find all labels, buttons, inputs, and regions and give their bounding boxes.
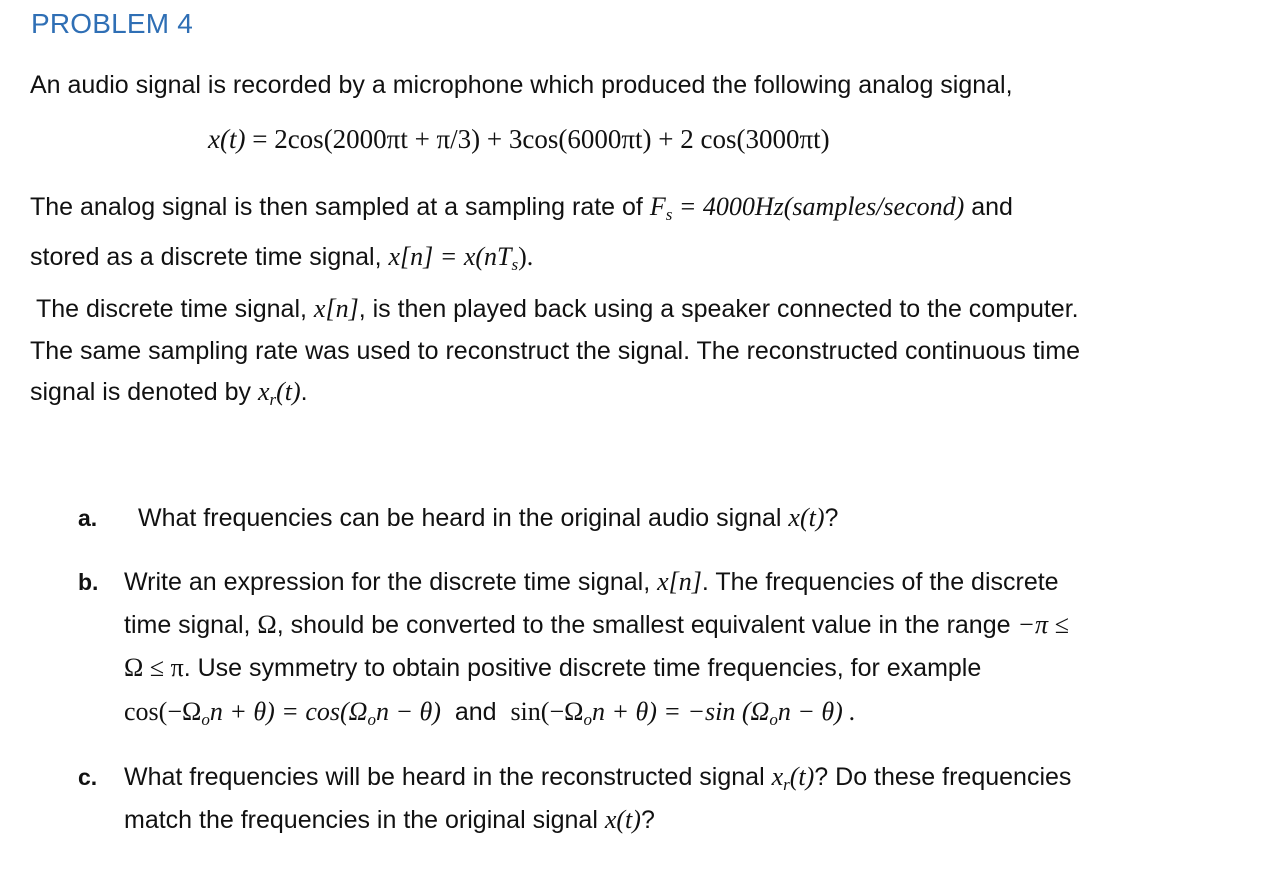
identity-sub-3: o	[583, 710, 592, 729]
question-a-marker: a.	[78, 505, 98, 531]
symmetry-identities	[124, 690, 856, 741]
reconstructed-signal-formula	[257, 377, 301, 409]
question-c-line1-end: ? Do these frequencies	[814, 763, 1072, 791]
question-c-marker: c.	[78, 764, 98, 790]
sampling-line2-text: stored as a discrete time signal,	[30, 243, 389, 271]
omega-symbol: Ω	[257, 610, 277, 639]
range-lower-bound: −π ≤	[1017, 610, 1069, 639]
playback-line-3	[30, 371, 308, 421]
identity-sub-1: o	[201, 710, 210, 729]
problem-heading: PROBLEM 4	[31, 8, 194, 39]
question-c-xr-argument: (t)	[789, 762, 815, 791]
equation-lhs: x(t)	[208, 124, 246, 154]
identity-sub-4: o	[769, 710, 778, 729]
question-b-line3-text: . Use symmetry to obtain positive discrete time frequencies, for example	[183, 654, 982, 682]
question-b-line2-mid: , should be converted to the smallest equivalent value in the range	[276, 611, 1018, 639]
equation-equals: =	[245, 124, 275, 154]
sampling-line1-end: and	[964, 193, 1013, 221]
sampling-paragraph	[30, 186, 1013, 286]
question-b-line1-text: Write an expression for the discrete time signal,	[124, 568, 658, 596]
playback-text-b: , is then played back using a speaker connected to the computer.	[358, 295, 1079, 323]
playback-line2-text: The same sampling rate was used to reconstruct the signal. The reconstructed continuous time	[30, 337, 1081, 365]
identity-sin-c: n − θ) .	[777, 697, 856, 726]
question-b-line1-math: x[n]	[657, 567, 702, 596]
discrete-formula-end: ).	[518, 242, 534, 271]
question-c-line2-math: x(t)	[604, 805, 641, 834]
playback-text-a: The discrete time signal,	[36, 295, 314, 323]
ts-subscript: s	[511, 255, 519, 274]
question-b-line-3	[124, 646, 981, 690]
question-b-line1-end: . The frequencies of the discrete	[701, 568, 1059, 596]
identity-cos-b: n + θ) = cos(Ω	[209, 697, 368, 726]
sampling-rate-formula	[649, 192, 965, 224]
discrete-signal-formula	[388, 242, 519, 274]
identity-cos-c: n − θ)	[375, 697, 441, 726]
identity-cos-a: cos(−Ω	[124, 697, 202, 726]
question-c-xr-formula	[771, 762, 815, 794]
question-a-body: What frequencies can be heard in the original audio signal	[138, 504, 789, 532]
sampling-text: The analog signal is then sampled at a sampling rate of	[30, 193, 650, 221]
question-c-line2-end: ?	[640, 806, 655, 834]
identity-and: and	[440, 698, 511, 726]
question-a-text	[138, 496, 838, 540]
playback-line3-end: .	[300, 378, 308, 406]
question-c-xr-symbol: x	[771, 762, 784, 791]
xr-subscript: r	[269, 390, 277, 409]
equation-rhs: 2cos(2000πt + π/3) + 3cos(6000πt) + 2 cos(3000πt)	[274, 124, 830, 154]
question-c-line1-text: What frequencies will be heard in the reconstructed signal	[124, 763, 772, 791]
playback-line-1	[36, 288, 1079, 330]
playback-line-2	[30, 330, 1080, 372]
xr-symbol: x	[257, 377, 270, 406]
question-c-line-2	[124, 798, 655, 842]
intro-paragraph	[30, 64, 1013, 106]
signal-equation	[208, 124, 830, 155]
identity-sin-a: sin(−Ω	[510, 697, 584, 726]
range-upper-bound: Ω ≤ π	[124, 653, 184, 682]
question-a-end: ?	[824, 504, 839, 532]
question-b-line-2	[124, 603, 1069, 647]
sampling-line-1	[30, 186, 1013, 236]
xr-argument: (t)	[276, 377, 301, 406]
question-b-line2-text: time signal,	[124, 611, 258, 639]
fs-subscript: s	[665, 205, 673, 224]
question-c-line2-text: match the frequencies in the original signal	[124, 806, 605, 834]
playback-line3-text: signal is denoted by	[30, 378, 258, 406]
discrete-formula-main: x[n] = x(nT	[388, 242, 512, 271]
playback-math-xn: x[n]	[313, 294, 359, 323]
question-b-marker: b.	[78, 569, 99, 595]
identity-sin-b: n + θ) = −sin (Ω	[591, 697, 770, 726]
fs-symbol: F	[649, 192, 666, 221]
intro-text: An audio signal is recorded by a microphone which produced the following analog signal,	[30, 71, 1013, 99]
question-b-line-1	[124, 560, 1059, 604]
question-c-xr-subscript: r	[783, 775, 790, 794]
identity-sub-2: o	[367, 710, 376, 729]
fs-value: = 4000Hz(samples/second)	[672, 192, 965, 221]
sampling-line-2	[30, 236, 1013, 286]
question-a-math: x(t)	[788, 503, 825, 532]
